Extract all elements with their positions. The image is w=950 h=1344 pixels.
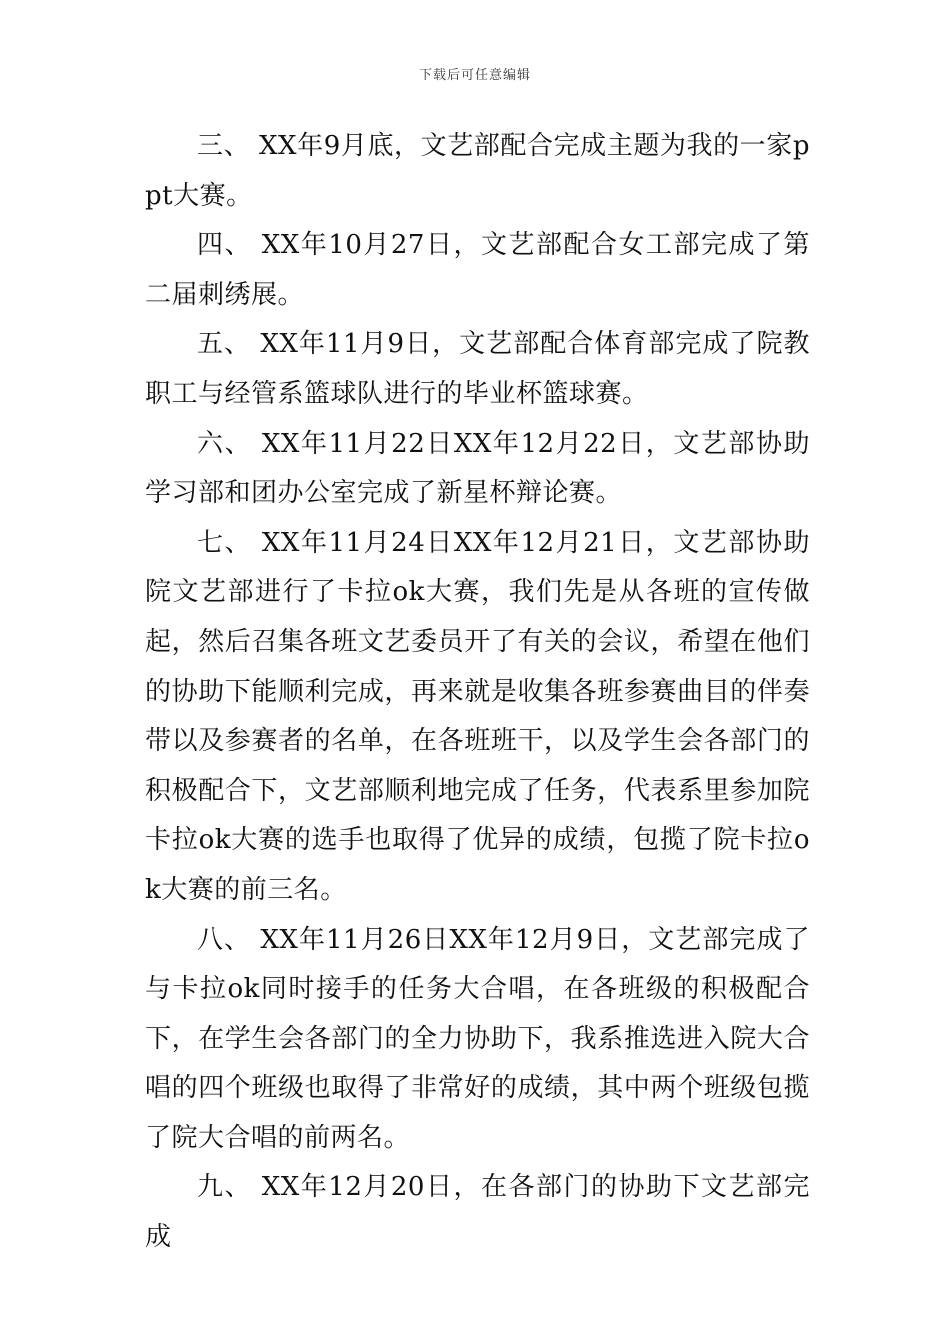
paragraph-5: 五、 XX年11月9日，文艺部配合体育部完成了院教职工与经管系篮球队进行的毕业杯篮球赛。 [145,329,810,409]
paragraph-4: 四、 XX年10月27日，文艺部配合女工部完成了第二届刺绣展。 [145,230,810,310]
paragraph-6: 六、 XX年11月22日XX年12月22日，文艺部协助学习部和团办公室完成了新星杯辩论赛。 [145,428,810,509]
page-header-note: 下载后可任意编辑 [418,68,531,83]
document-body [145,122,810,1263]
paragraph-8: 八、 XX年11月26日XX年12月9日，文艺部完成了与卡拉ok同时接手的任务大合唱，在各班级的积极配合下，在学生会各部门的全力协助下，我系推选进入院大合唱的四个班级也取得了非常好的成绩，其中两个班级包揽了院大合唱的前两名。 [145,924,810,1153]
paragraph-9: 九、 XX年12月20日，在各部门的协助下文艺部完成 [145,1172,810,1253]
paragraph-3: 三、 XX年9月底，文艺部配合完成主题为我的一家ppt大赛。 [145,131,810,211]
paragraph-7: 七、 XX年11月24日XX年12月21日，文艺部协助院文艺部进行了卡拉ok大赛，我们先是从各班的宣传做起，然后召集各班文艺委员开了有关的会议，希望在他们的协助下能顺利完成，再来就是收集各班参赛曲目的伴奏带以及参赛者的名单，在各班班干，以及学生会各部门的积极配合下，文艺部顺利地完成了任务，代表系里参加院卡拉ok大赛的选手也取得了优异的成绩，包揽了院卡拉ok大赛的前三名。 [145,527,810,905]
